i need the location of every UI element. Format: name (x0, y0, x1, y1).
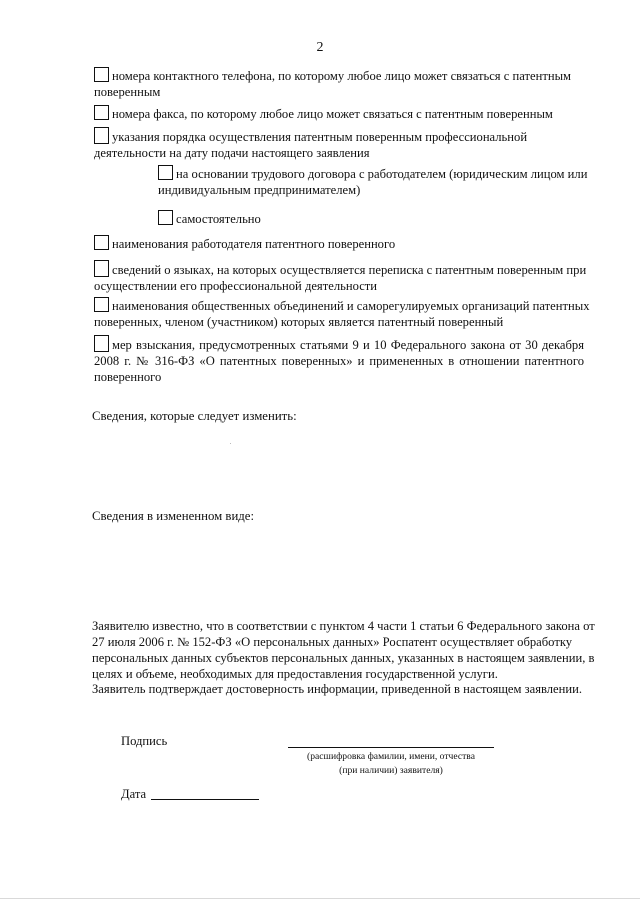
option-fax (94, 105, 614, 122)
option-associations (94, 297, 594, 330)
signature-caption-line2: (при наличии) заявителя) (339, 765, 443, 776)
checkbox-independent[interactable] (158, 210, 173, 225)
option-activity (94, 127, 564, 161)
signature-caption-line1: (расшифровка фамилии, имени, отчества (307, 751, 475, 762)
heading-info-to-change: Сведения, которые следует изменить: (92, 409, 297, 423)
page-number: 2 (316, 40, 324, 55)
option-languages (94, 260, 594, 294)
checkbox-phone[interactable] (94, 67, 109, 82)
option-phone-label: номера контактного телефона, по которому любое лицо может связаться с патентным поверенным (94, 69, 571, 99)
confirmation-text: Заявитель подтверждает достоверность информации, приведенной в настоящем заявлении. (92, 682, 583, 696)
consent-paragraph: Заявителю известно, что в соответствии с пунктом 4 части 1 статьи 6 Федерального закона от 27 июля 2006 г. № 152-ФЗ «О персональных данных» Роспатент осуществляет обработку персональных данных субъектов персональных данных, указанных в настоящем заявлении, в целях и объеме, необходимых для предоставления государственной услуги. (92, 619, 595, 681)
signature-line[interactable] (288, 735, 494, 748)
scan-speck (230, 443, 231, 444)
checkbox-activity[interactable] (94, 127, 109, 144)
page-bottom-edge (0, 898, 640, 899)
checkbox-fax[interactable] (94, 105, 109, 120)
option-associations-label: наименования общественных объединений и саморегулируемых организаций патентных поверенных, членом (участником) которых является патентный поверенный (94, 299, 590, 329)
option-fax-label: номера факса, по которому любое лицо может связаться с патентным поверенным (112, 107, 553, 121)
option-independent-label: самостоятельно (176, 212, 261, 226)
option-employment-contract-label: на основании трудового договора с работодателем (юридическим лицом или индивидуальным предпринимателем) (158, 167, 588, 197)
signature-label: Подпись (121, 734, 168, 748)
heading-info-changed: Сведения в измененном виде: (92, 509, 255, 523)
option-activity-label: указания порядка осуществления патентным поверенным профессиональной деятельности на дату подачи настоящего заявления (94, 130, 528, 160)
date-line[interactable] (151, 788, 259, 800)
option-independent (158, 210, 458, 227)
option-employer (94, 235, 594, 252)
option-employer-label: наименования работодателя патентного поверенного (112, 237, 396, 251)
checkbox-penalties[interactable] (94, 335, 109, 352)
date-label: Дата (121, 787, 147, 801)
checkbox-employment-contract[interactable] (158, 165, 173, 180)
checkbox-employer[interactable] (94, 235, 109, 250)
option-penalties-label: мер взыскания, предусмотренных статьями 9 и 10 Федерального закона от 30 декабря 2008 г. № 316-ФЗ «О патентных поверенных» и примененных в отношении патентного поверенного (94, 338, 584, 384)
option-languages-label: сведений о языках, на которых осуществляется переписка с патентным поверенным при осуществлении его профессиональной деятельности (94, 263, 587, 293)
checkbox-languages[interactable] (94, 260, 109, 277)
option-phone (94, 67, 590, 100)
checkbox-associations[interactable] (94, 297, 109, 312)
option-penalties (94, 335, 584, 385)
option-employment-contract (158, 165, 588, 198)
